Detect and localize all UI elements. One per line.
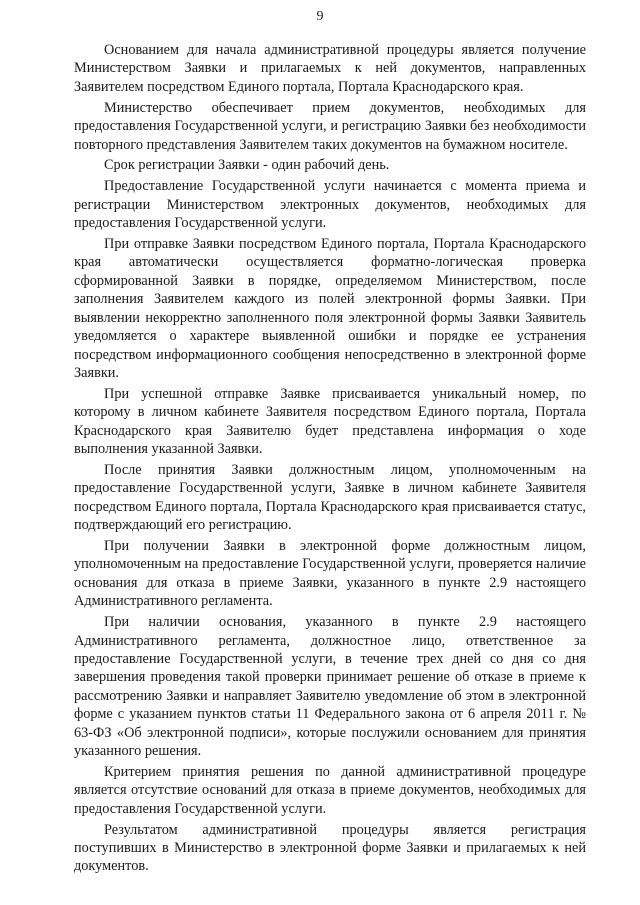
paragraph-8: При получении Заявки в электронной форме должностным лицом, уполномоченным на предоставление Государственной услуги, проверяется наличие основания для отказа в приеме Заявки, указанного в пункте 2.9 настоящего Административного регламента.	[74, 538, 586, 610]
paragraph-6: При успешной отправке Заявке присваивается уникальный номер, по которому в личном кабинете Заявителя посредством Единого портала, Портала Краснодарского края Заявителю будет представлена информация о ходе выполнения указанной Заявки.	[74, 385, 586, 458]
paragraph-10: Критерием принятия решения по данной административной процедуре является отсутствие оснований для отказа в приеме документов, необходимых для предоставления Государственной услуги.	[74, 763, 586, 817]
paragraph-1: Основанием для начала административной процедуры является получение Министерством Заявки и прилагаемых к ней документов, направленных Заявителем посредством Единого портала, Портала Краснодарского края.	[74, 42, 586, 95]
paragraph-7: После принятия Заявки должностным лицом, уполномоченным на предоставление Государственной услуги, Заявке в личном кабинете Заявителя посредством Единого портала, Портала Краснодарского края присваивается статус, подтверждающий его регистрацию.	[74, 461, 586, 534]
paragraph-11: Результатом административной процедуры является регистрация поступивших в Министерство в электронной форме Заявки и прилагаемых к ней документов.	[74, 821, 586, 875]
paragraph-5: При отправке Заявки посредством Единого портала, Портала Краснодарского края автоматически осуществляется форматно-логическая проверка сформированной Заявки в порядке, определяемом Министерством, после заполнения Заявителем каждого из полей электронной формы Заявки. При выявлении некорректно заполненного поля электронной формы Заявки Заявитель уведомляется о характере выявленной ошибки и порядке ее устранения посредством информационного сообщения непосредственно в электронной форме Заявки.	[74, 236, 586, 381]
paragraph-4: Предоставление Государственной услуги начинается с момента приема и регистрации Министерством электронных документов, необходимых для предоставления Государственной услуги.	[74, 178, 586, 232]
paragraph-3: Срок регистрации Заявки - один рабочий день.	[104, 157, 390, 174]
document-body	[74, 41, 586, 878]
paragraph-9: При наличии основания, указанного в пункте 2.9 настоящего Административного регламента, должностное лицо, ответственное за предоставление Государственной услуги, в течение трех дней со дня со дня завершения проведения такой проверки принимает решение об отказе в приеме к рассмотрению Заявки и направляет Заявителю уведомление об этом в электронной форме с указанием пунктов статьи 11 Федерального закона от 6 апреля 2011 г. № 63-ФЗ «Об электронной подписи», которые послужили основанием для принятия указанного решения.	[74, 614, 586, 760]
paragraph-2: Министерство обеспечивает прием документов, необходимых для предоставления Государственной услуги, и регистрацию Заявки без необходимости повторного представления Заявителем таких документов на бумажном носителе.	[74, 99, 586, 153]
page-number: 9	[316, 9, 324, 24]
